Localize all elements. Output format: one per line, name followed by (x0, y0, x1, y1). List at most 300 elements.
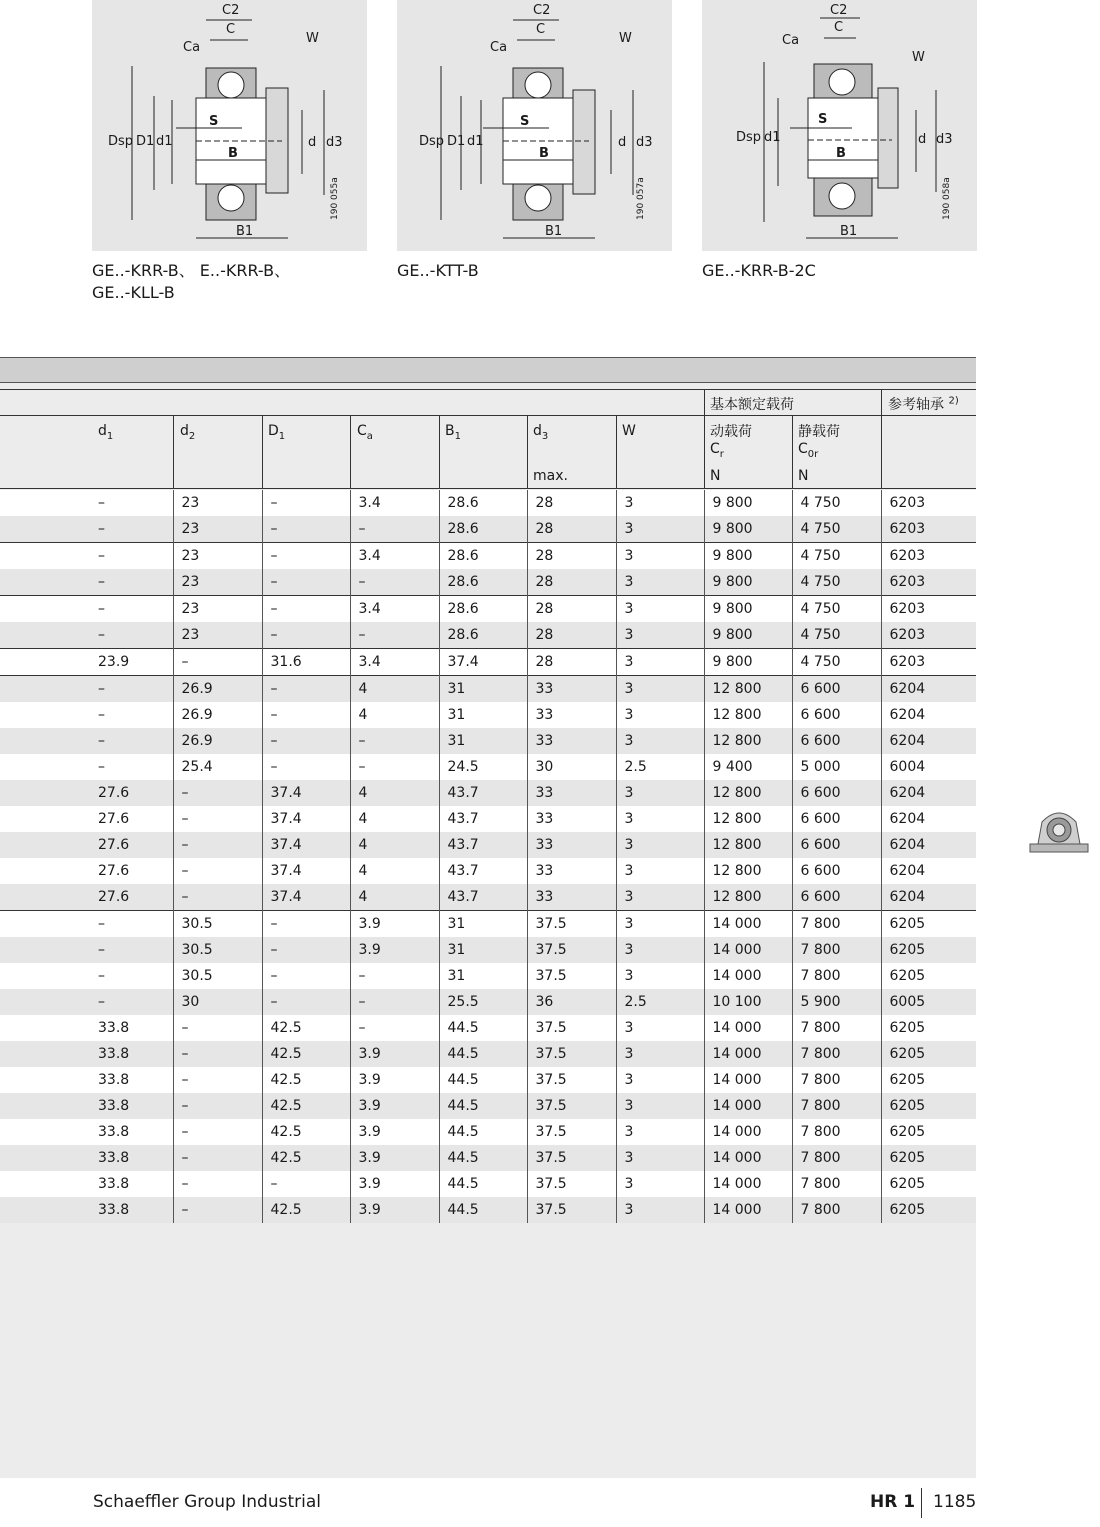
table-cell: 23 (173, 569, 262, 596)
table-cell: – (350, 516, 439, 543)
table-cell: 31.6 (262, 649, 350, 676)
table-cell: 6203 (881, 490, 976, 516)
table-cell: 3 (616, 676, 704, 703)
header-dynamic-symbol (710, 441, 724, 460)
figure-1-ref: 190 055a (330, 177, 340, 220)
table-cell: – (262, 596, 350, 623)
table-cell: 3 (616, 1067, 704, 1093)
table-cell: 26.9 (173, 728, 262, 754)
table-cell: 3.9 (350, 1171, 439, 1197)
table-cell: 3 (616, 543, 704, 570)
figure-1-caption-line2: GE..-KLL-B (92, 283, 175, 302)
table-cell: 6205 (881, 1119, 976, 1145)
label-c2: C2 (222, 3, 240, 18)
table-row (0, 728, 976, 754)
table-cell: 2.5 (616, 754, 704, 780)
table-row (0, 1197, 976, 1223)
table-cell: 6203 (881, 516, 976, 543)
table-cell: 6205 (881, 1067, 976, 1093)
table-cell: 30.5 (173, 963, 262, 989)
header-d2-sub: 2 (188, 430, 196, 442)
footer-divider (921, 1488, 922, 1518)
table-cell: 12 800 (704, 728, 792, 754)
table-cell: 4 750 (792, 490, 881, 516)
label-b1: B1 (545, 224, 563, 239)
table-cell: 7 800 (792, 937, 881, 963)
table-row (0, 1067, 976, 1093)
table-row (0, 596, 976, 623)
table-cell: 4 (350, 780, 439, 806)
table-cell: 3 (616, 622, 704, 649)
table-cell: 12 800 (704, 806, 792, 832)
table-cell: 6 600 (792, 676, 881, 703)
table-cell: 37.5 (527, 963, 616, 989)
table-cell: 33.8 (0, 1171, 173, 1197)
table-row (0, 963, 976, 989)
table-cell: 14 000 (704, 1041, 792, 1067)
table-cell: – (262, 1171, 350, 1197)
table-row (0, 989, 976, 1015)
table-cell: 5 900 (792, 989, 881, 1015)
table-row (0, 1041, 976, 1067)
table-cell: – (173, 649, 262, 676)
table-cell: – (0, 516, 173, 543)
table-cell: – (173, 780, 262, 806)
table-cell: 3 (616, 569, 704, 596)
table-cell: 6204 (881, 806, 976, 832)
table-cell: – (350, 569, 439, 596)
table-cell: 44.5 (439, 1093, 527, 1119)
table-cell: 6204 (881, 832, 976, 858)
table-row (0, 858, 976, 884)
table-row (0, 1145, 976, 1171)
table-cell: 28 (527, 490, 616, 516)
label-D1: D1 (447, 134, 466, 149)
table-cell: 6205 (881, 1197, 976, 1223)
table-cell: 3.4 (350, 596, 439, 623)
footer-company: Schaeffler Group Industrial (93, 1492, 321, 1512)
label-c2: C2 (533, 3, 551, 18)
table-cell: – (0, 728, 173, 754)
label-s: S (209, 114, 219, 129)
table-cell: 3.9 (350, 1197, 439, 1223)
table-cell: 12 800 (704, 884, 792, 911)
table-cell: – (262, 989, 350, 1015)
table-cell: 7 800 (792, 1015, 881, 1041)
table-cell: 37.5 (527, 1145, 616, 1171)
label-c: C (834, 20, 844, 35)
table-row (0, 911, 976, 938)
label-b1: B1 (236, 224, 254, 239)
table-cell: 9 800 (704, 543, 792, 570)
table-top-bar (0, 357, 976, 383)
table-cell: 33 (527, 780, 616, 806)
table-cell: – (350, 989, 439, 1015)
table-cell: 2.5 (616, 989, 704, 1015)
header-d3-max: max. (533, 468, 568, 484)
label-d3: d3 (936, 132, 953, 147)
footer-catalog: HR 1 (870, 1492, 916, 1512)
table-cell: – (262, 622, 350, 649)
header-divider (616, 415, 617, 488)
table-cell: 3 (616, 728, 704, 754)
header-ref-bearing-label: 参考轴承 (888, 397, 944, 413)
header-basic-load: 基本额定载荷 (710, 397, 794, 413)
table-cell: – (262, 702, 350, 728)
table-cell: 33 (527, 884, 616, 911)
table-cell: 3 (616, 1093, 704, 1119)
header-B1-symbol: B (445, 423, 455, 439)
table-cell: 7 800 (792, 1171, 881, 1197)
header-divider (704, 389, 705, 488)
table-row (0, 702, 976, 728)
table-cell: 31 (439, 937, 527, 963)
table-cell: 28.6 (439, 596, 527, 623)
header-d3 (533, 423, 548, 442)
header-rule-mid (0, 415, 976, 416)
table-row (0, 937, 976, 963)
table-cell: – (350, 622, 439, 649)
table-cell: 6204 (881, 884, 976, 911)
table-cell: 3 (616, 1197, 704, 1223)
label-d: d (618, 135, 627, 150)
table-cell: 33.8 (0, 1041, 173, 1067)
table-cell: 44.5 (439, 1171, 527, 1197)
table-cell: – (350, 728, 439, 754)
table-cell: – (173, 1171, 262, 1197)
table-cell: 6 600 (792, 858, 881, 884)
table-row (0, 1171, 976, 1197)
figure-3-caption-line1: GE..-KRR-B-2C (702, 261, 816, 280)
header-W: W (622, 423, 636, 439)
header-Ca-sub: a (366, 430, 373, 442)
table-row (0, 1015, 976, 1041)
table-cell: 23 (173, 622, 262, 649)
table-cell: 3.9 (350, 1041, 439, 1067)
table-cell: 4 (350, 884, 439, 911)
table-cell: 33 (527, 858, 616, 884)
table-cell: 30.5 (173, 911, 262, 938)
table-cell: – (350, 963, 439, 989)
table-cell: 6204 (881, 728, 976, 754)
header-Cr-symbol: C (710, 441, 720, 457)
table-cell: – (173, 1119, 262, 1145)
header-d3-sub: 3 (541, 430, 549, 442)
table-cell: 28.6 (439, 490, 527, 516)
header-static-unit: N (798, 468, 809, 484)
table-cell: 14 000 (704, 1197, 792, 1223)
label-c: C (536, 22, 546, 37)
table-cell: 14 000 (704, 1171, 792, 1197)
table-cell: – (262, 676, 350, 703)
table-cell: 14 000 (704, 1119, 792, 1145)
table-cell: 30 (173, 989, 262, 1015)
table-cell: 36 (527, 989, 616, 1015)
header-d3-symbol: d (533, 423, 542, 439)
figure-2-caption (397, 260, 479, 282)
label-dsp: Dsp (108, 134, 134, 149)
table-cell: – (0, 569, 173, 596)
header-divider (527, 415, 528, 488)
table-cell: 37.5 (527, 1171, 616, 1197)
table-cell: 6205 (881, 1041, 976, 1067)
table-cell: 33.8 (0, 1015, 173, 1041)
table-row (0, 806, 976, 832)
header-Ca-symbol: C (357, 423, 367, 439)
label-b: B (836, 146, 846, 161)
table-cell: 25.5 (439, 989, 527, 1015)
table-cell: 31 (439, 728, 527, 754)
table-cell: 44.5 (439, 1197, 527, 1223)
table-cell: 6204 (881, 702, 976, 728)
label-c2: C2 (830, 3, 848, 18)
label-d: d (918, 132, 927, 147)
header-divider (439, 415, 440, 488)
table-cell: 10 100 (704, 989, 792, 1015)
table-cell: 6204 (881, 780, 976, 806)
table-cell: 27.6 (0, 780, 173, 806)
table-cell: 3 (616, 490, 704, 516)
label-ca: Ca (183, 40, 201, 55)
table-cell: 6205 (881, 911, 976, 938)
table-cell: 6203 (881, 596, 976, 623)
table-cell: 28 (527, 569, 616, 596)
table-cell: 7 800 (792, 911, 881, 938)
table-cell: 37.5 (527, 1119, 616, 1145)
table-cell: 6 600 (792, 806, 881, 832)
table-row (0, 649, 976, 676)
table-cell: 44.5 (439, 1145, 527, 1171)
figure-1-caption-line1: GE..-KRR-B、 E..-KRR-B、 (92, 261, 291, 280)
header-C0r-sub: 0r (807, 448, 819, 460)
table-cell: 28 (527, 596, 616, 623)
table-cell: 7 800 (792, 1197, 881, 1223)
table-cell: 33 (527, 702, 616, 728)
table-cell: 6203 (881, 622, 976, 649)
table-cell: 33.8 (0, 1093, 173, 1119)
table-cell: 3.9 (350, 1145, 439, 1171)
table-cell: 6 600 (792, 780, 881, 806)
table-cell: 6205 (881, 1015, 976, 1041)
table-cell: – (0, 490, 173, 516)
table-cell: 3 (616, 1171, 704, 1197)
table-row (0, 543, 976, 570)
table-row (0, 490, 976, 516)
header-d2-symbol: d (180, 423, 189, 439)
table-cell: 37.5 (527, 937, 616, 963)
table-cell: 12 800 (704, 832, 792, 858)
table-cell: – (173, 1067, 262, 1093)
table-cell: 31 (439, 963, 527, 989)
header-d1-symbol: d (98, 423, 107, 439)
table-cell: 33 (527, 806, 616, 832)
table-cell: 6204 (881, 858, 976, 884)
table-cell: 42.5 (262, 1119, 350, 1145)
table-cell: 28.6 (439, 622, 527, 649)
header-static: 静载荷 (798, 424, 840, 440)
label-w: W (306, 31, 319, 46)
header-dynamic-unit: N (710, 468, 721, 484)
label-b1: B1 (840, 224, 858, 239)
table-cell: – (173, 858, 262, 884)
table-cell: 9 800 (704, 596, 792, 623)
table-cell: – (0, 937, 173, 963)
table-cell: – (0, 676, 173, 703)
table-cell: – (173, 884, 262, 911)
table-cell: 9 800 (704, 490, 792, 516)
label-dsp: Dsp (419, 134, 445, 149)
table-cell: 7 800 (792, 1041, 881, 1067)
table-cell: 42.5 (262, 1015, 350, 1041)
header-dynamic: 动载荷 (710, 424, 752, 440)
table-cell: 28 (527, 543, 616, 570)
table-cell: – (262, 937, 350, 963)
table-cell: 28 (527, 516, 616, 543)
label-d1: d1 (764, 130, 781, 145)
table-cell: – (0, 754, 173, 780)
header-d2 (180, 423, 195, 442)
figure-2-ref: 190 057a (636, 177, 646, 220)
table-row (0, 832, 976, 858)
header-D1 (268, 423, 285, 442)
table-cell: 28.6 (439, 516, 527, 543)
table-cell: 42.5 (262, 1093, 350, 1119)
label-b: B (539, 146, 549, 161)
table-cell: 37.5 (527, 1067, 616, 1093)
table-cell: 3 (616, 516, 704, 543)
table-cell: 4 (350, 676, 439, 703)
table-cell: 43.7 (439, 806, 527, 832)
table-cell: 3 (616, 963, 704, 989)
table-cell: 27.6 (0, 832, 173, 858)
table-cell: – (173, 1197, 262, 1223)
table-cell: 33.8 (0, 1119, 173, 1145)
table-row (0, 884, 976, 911)
header-B1 (445, 423, 461, 442)
label-w: W (912, 50, 925, 65)
table-cell: 6203 (881, 543, 976, 570)
table-cell: 28 (527, 622, 616, 649)
table-cell: 4 (350, 806, 439, 832)
table-cell: – (262, 911, 350, 938)
table-row (0, 1119, 976, 1145)
table-cell: 4 750 (792, 569, 881, 596)
table-cell: 4 750 (792, 596, 881, 623)
label-b: B (228, 146, 238, 161)
bearing-data-table (0, 490, 976, 1223)
table-cell: 6205 (881, 1093, 976, 1119)
table-cell: 43.7 (439, 884, 527, 911)
table-cell: 37.4 (262, 832, 350, 858)
table-cell: 12 800 (704, 780, 792, 806)
table-cell: – (173, 1145, 262, 1171)
figure-3-caption (702, 260, 816, 282)
table-cell: 3 (616, 832, 704, 858)
table-cell: 37.4 (262, 780, 350, 806)
header-B1-sub: 1 (454, 430, 461, 442)
table-cell: 4 (350, 702, 439, 728)
table-cell: 14 000 (704, 937, 792, 963)
table-cell: 33 (527, 728, 616, 754)
table-row (0, 622, 976, 649)
table-cell: 42.5 (262, 1145, 350, 1171)
table-cell: 3.9 (350, 937, 439, 963)
table-cell: 3.9 (350, 1093, 439, 1119)
table-cell: 9 400 (704, 754, 792, 780)
table-cell: 9 800 (704, 516, 792, 543)
label-s: S (818, 112, 828, 127)
label-w: W (619, 31, 632, 46)
table-cell: 43.7 (439, 858, 527, 884)
table-cell: 7 800 (792, 1145, 881, 1171)
label-c: C (226, 22, 236, 37)
table-cell: 23.9 (0, 649, 173, 676)
table-cell: 23 (173, 490, 262, 516)
table-cell: 24.5 (439, 754, 527, 780)
table-body (0, 490, 976, 1223)
table-cell: 31 (439, 676, 527, 703)
table-cell: 33 (527, 676, 616, 703)
table-cell: 37.4 (262, 806, 350, 832)
table-cell: – (262, 490, 350, 516)
table-row (0, 569, 976, 596)
figure-1 (92, 0, 367, 251)
label-d3: d3 (636, 135, 653, 150)
table-cell: 3.4 (350, 490, 439, 516)
table-cell: 3 (616, 1041, 704, 1067)
table-row (0, 754, 976, 780)
table-cell: 3.4 (350, 543, 439, 570)
table-cell: 12 800 (704, 676, 792, 703)
table-cell: – (173, 1041, 262, 1067)
header-static-symbol (798, 441, 818, 460)
table-cell: 4 750 (792, 543, 881, 570)
table-cell: 23 (173, 596, 262, 623)
label-ca: Ca (782, 33, 800, 48)
header-D1-symbol: D (268, 423, 279, 439)
table-cell: 3 (616, 1015, 704, 1041)
table-cell: 6205 (881, 937, 976, 963)
table-cell: 3 (616, 780, 704, 806)
figure-3 (702, 0, 977, 251)
header-Ca (357, 423, 373, 442)
table-cell: 14 000 (704, 963, 792, 989)
table-cell: 3 (616, 858, 704, 884)
table-cell: 14 000 (704, 1145, 792, 1171)
table-cell: – (0, 702, 173, 728)
header-divider (792, 415, 793, 488)
table-cell: 28 (527, 649, 616, 676)
table-cell: 3.9 (350, 911, 439, 938)
header-divider (350, 415, 351, 488)
table-cell: 33 (527, 832, 616, 858)
table-cell: 6005 (881, 989, 976, 1015)
table-cell: 33.8 (0, 1145, 173, 1171)
table-cell: 37.5 (527, 1093, 616, 1119)
table-cell: 33.8 (0, 1067, 173, 1093)
table-cell: 42.5 (262, 1197, 350, 1223)
table-cell: 7 800 (792, 963, 881, 989)
table-cell: 14 000 (704, 1067, 792, 1093)
table-cell: 3 (616, 937, 704, 963)
header-Cr-sub: r (719, 448, 724, 460)
table-cell: 4 750 (792, 649, 881, 676)
table-cell: 12 800 (704, 858, 792, 884)
table-cell: 6203 (881, 569, 976, 596)
figure-2-caption-line1: GE..-KTT-B (397, 261, 479, 280)
table-cell: 3 (616, 596, 704, 623)
table-cell: 37.5 (527, 1015, 616, 1041)
